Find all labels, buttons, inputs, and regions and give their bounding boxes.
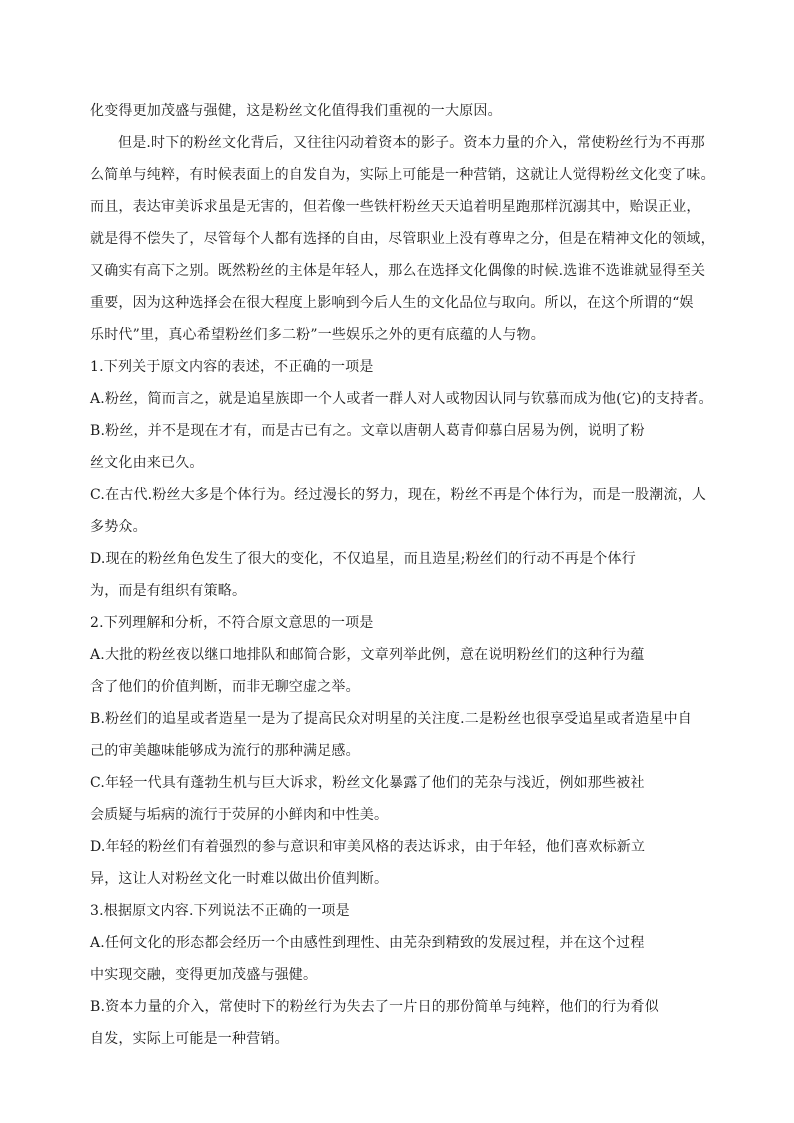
body-text-line: 但是.时下的粉丝文化背后，又往往闪动着资本的影子。资本力量的介入，常使粉丝行为不再那 — [118, 135, 705, 151]
option-line: 自发，实际上可能是一种营销。 — [90, 1031, 289, 1047]
option-line: 多势众。 — [90, 519, 147, 535]
question-stem: 2.下列理解和分析，不符合原文意思的一项是 — [90, 615, 374, 631]
body-text-line: 重要，因为这种选择会在很大程度上影响到今后人生的文化品位与取向。所以，在这个所谓的“娱 — [90, 295, 694, 311]
body-text-line: 化变得更加茂盛与强健，这是粉丝文化值得我们重视的一大原因。 — [90, 103, 502, 119]
question-stem: 1.下列关于原文内容的表述，不正确的一项是 — [90, 359, 374, 375]
option-line: 含了他们的价值判断，而非无聊空虚之举。 — [90, 679, 360, 695]
option-line: 异，这让人对粉丝文化一时难以做出价值判断。 — [90, 871, 389, 887]
body-text-line: 乐时代”里，真心希望粉丝们多二粉”一些娱乐之外的更有底蕴的人与物。 — [90, 327, 545, 343]
option-line: A.任何文化的形态都会经历一个由感性到理性、由芜杂到精致的发展过程，并在这个过程 — [90, 935, 645, 951]
body-text-line: 而且，表达审美诉求虽是无害的，但若像一些铁杆粉丝天天追着明星跑那样沉溺其中，贻误正业， — [90, 199, 701, 215]
body-text-line: 又确实有高下之别。既然粉丝的主体是年轻人，那么在选择文化偶像的时候.选谁不选谁就显得至关 — [90, 263, 706, 279]
option-line: 为，而是有组织有策略。 — [90, 583, 247, 599]
option-line: D.现在的粉丝角色发生了很大的变化，不仅追星，而且造星;粉丝们的行动不再是个体行 — [90, 551, 636, 567]
body-text-line: 就是得不偿失了，尽管每个人都有选择的自由，尽管职业上没有尊卑之分，但是在精神文化的领域， — [90, 231, 715, 247]
option-line: A.粉丝，简而言之，就是追星族即一个人或者一群人对人或物因认同与钦慕而成为他(它)的支持者。 — [90, 391, 713, 407]
body-text-line: 么简单与纯粹，有时候表面上的自发自为，实际上可能是一种营销，这就让人觉得粉丝文化变了味。 — [90, 167, 715, 183]
option-line: 中实现交融，变得更加茂盛与强健。 — [90, 967, 318, 983]
option-line: B.粉丝，并不是现在才有，而是古已有之。文章以唐朝人葛青仰慕白居易为例，说明了粉 — [90, 423, 645, 439]
option-line: 丝文化由来已久。 — [90, 455, 204, 471]
option-line: C.在古代.粉丝大多是个体行为。经过漫长的努力，现在，粉丝不再是个体行为，而是一股潮流，人 — [90, 487, 707, 503]
option-line: B.粉丝们的追星或者造星一是为了提高民众对明星的关注度.二是粉丝也很享受追星或者造星中自 — [90, 711, 692, 727]
option-line: 会质疑与垢病的流行于荧屏的小鲜肉和中性美。 — [90, 807, 389, 823]
option-line: B.资本力量的介入，常使时下的粉丝行为失去了一片日的那份简单与纯粹，他们的行为肴似 — [90, 999, 659, 1015]
option-line: C.年轻一代具有蓬勃生机与巨大诉求，粉丝文化暴露了他们的芜杂与浅近，例如那些被社 — [90, 775, 645, 791]
option-line: D.年轻的粉丝们有着强烈的参与意识和审美风格的表达诉求，由于年轻，他们喜欢标新立 — [90, 839, 646, 855]
option-line: 己的审美趣味能够成为流行的那种满足感。 — [90, 743, 360, 759]
option-line: A.大批的粉丝夜以继口地排队和邮简合影，文章列举此例，意在说明粉丝们的这种行为蕴 — [90, 647, 645, 663]
question-stem: 3.根据原文内容.下列说法不正确的一项是 — [90, 903, 350, 919]
